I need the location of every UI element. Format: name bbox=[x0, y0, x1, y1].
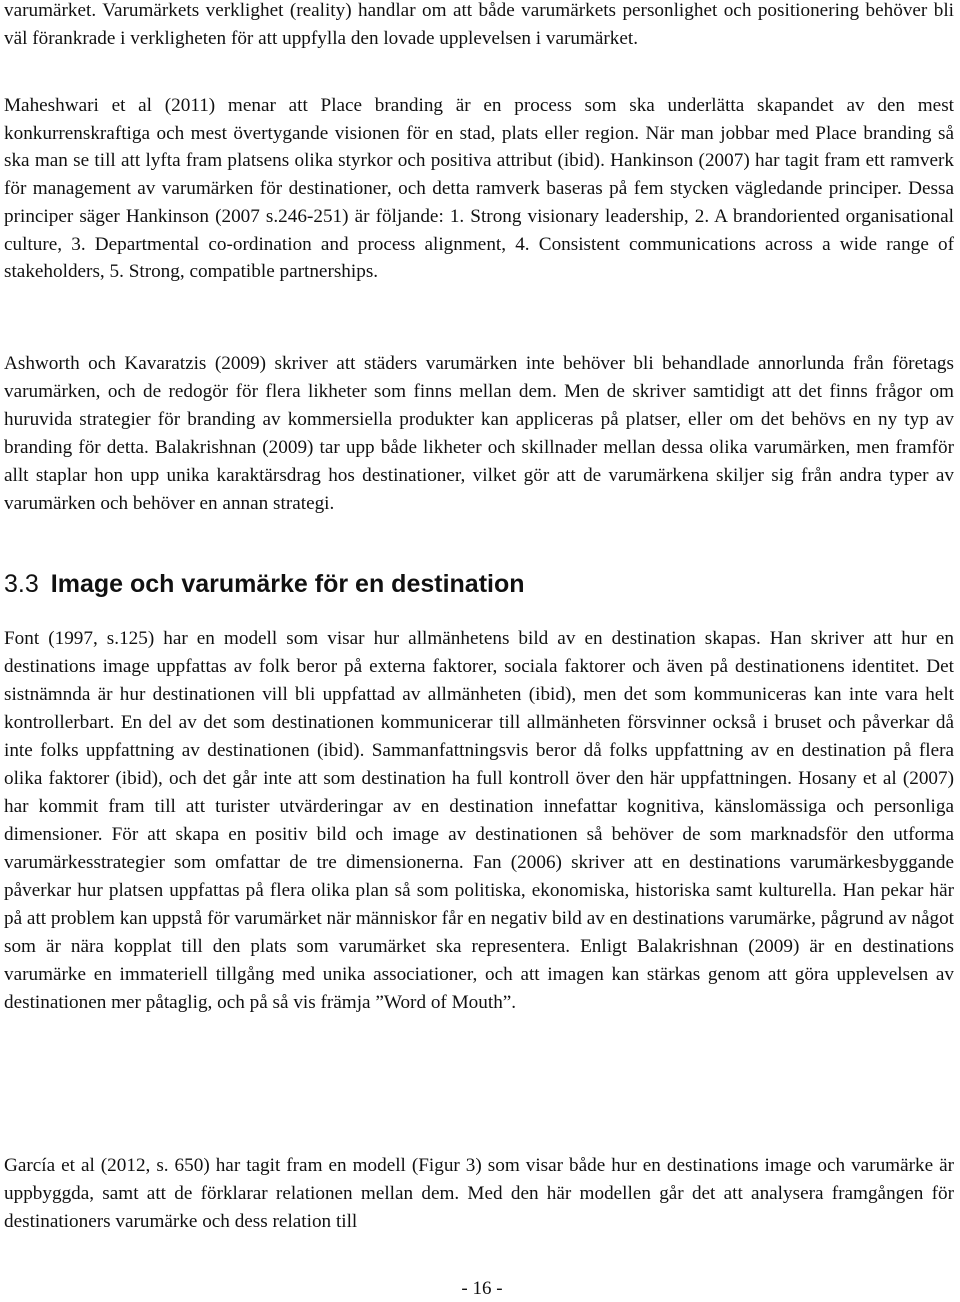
section-title: Image och varumärke för en destination bbox=[50, 570, 525, 598]
paragraph-reality: varumärket. Varumärkets verklighet (reality) handlar om att både varumärkets personlighet och positionering behöver bli väl förankrade i verkligheten för att uppfylla den lovade upplevelsen i varumärket. bbox=[4, 0, 954, 49]
paragraph-garcia-model: García et al (2012, s. 650) har tagit fram en modell (Figur 3) som visar både hur en destinations image och varumärke är uppbyggda, samt att de förklarar relationen mellan dem. Med den här modellen går det att analysera framgången för destinationers varumärke och dess relation till bbox=[4, 1155, 954, 1232]
section-number: 3.3 bbox=[4, 570, 39, 598]
paragraph-destination-image: Font (1997, s.125) har en modell som visar hur allmänhetens bild av en destination skapas. Han skriver att hur en destinations image uppfattas av folk beror på externa faktorer, sociala faktorer och även på destinationens identitet. Det sistnämnda är hur destinationen vill bli uppfattad av allmänheten (ibid), men det som kommuniceras kan inte vara helt kontrollerbart. En del av det som destinationen kommunicerar till allmänheten försvinner också i bruset och påverkar då inte folks uppfattning av destinationen (ibid). Sammanfattningsvis beror då folks uppfattning av en destination på flera olika faktorer (ibid), och det går inte att som destination ha full kontroll över den här uppfattningen. Hosany et al (2007) har kommit fram till att turister utvärderingar av en destination innefattar kognitiva, känslomässiga och personliga dimensioner. För att skapa en positiv bild och image av destinationen så behöver de som marknadsför den utforma varumärkesstrategier som omfattar de tre dimensionerna. Fan (2006) skriver att en destinations varumärkesbyggande påverkar hur platsen uppfattas på flera olika plan så som politiska, ekonomiska, historiska samt kulturella. Han pekar här på att problem kan uppstå för varumärket när människor får en negativ bild av en destinations varumärke, pågrund av något som är nära kopplat till den plats som varumärket ska representera. Enligt Balakrishnan (2009) är en destinations varumärke en immateriell tillgång med unika associationer, och att imagen kan stärkas genom att göra upplevelsen av destinationen mer påtaglig, och på så vis främja ”Word of Mouth”. bbox=[4, 628, 954, 1013]
section-heading bbox=[4, 568, 525, 600]
paragraph-place-branding: Maheshwari et al (2011) menar att Place branding är en process som ska underlätta skapandet av den mest konkurrenskraftiga och mest övertygande visionen för en stad, plats eller region. När man jobbar med Place branding så ska man se till att lyfta fram platsens olika styrkor och positiva attribut (ibid). Hankinson (2007) har tagit fram ett ramverk för management av varumärken för destinationer, och detta ramverk baseras på fem stycken vägledande principer. Dessa principer säger Hankinson (2007 s.246-251) är följande: 1. Strong visionary leadership, 2. A brandoriented organisational culture, 3. Departmental co-ordination and process alignment, 4. Consistent communications across a wide range of stakeholders, 5. Strong, compatible partnerships. bbox=[4, 95, 954, 283]
paragraph-city-brands: Ashworth och Kavaratzis (2009) skriver att städers varumärken inte behöver bli behandlade annorlunda från företags varumärken, och de redogör för flera likheter som finns mellan dem. Men de skriver samtidigt att det finns frågor om huruvida strategier för branding av kommersiella produkter kan appliceras på platser, eller om det behövs en ny typ av branding för detta. Balakrishnan (2009) tar upp både likheter och skillnader mellan dessa olika varumärken, men framför allt staplar hon upp unika karaktärsdrag hos destinationer, vilket gör att de varumärkena skiljer sig från andra typer av varumärken och behöver en annan strategi. bbox=[4, 353, 954, 514]
page-number: - 16 - bbox=[461, 1278, 503, 1299]
